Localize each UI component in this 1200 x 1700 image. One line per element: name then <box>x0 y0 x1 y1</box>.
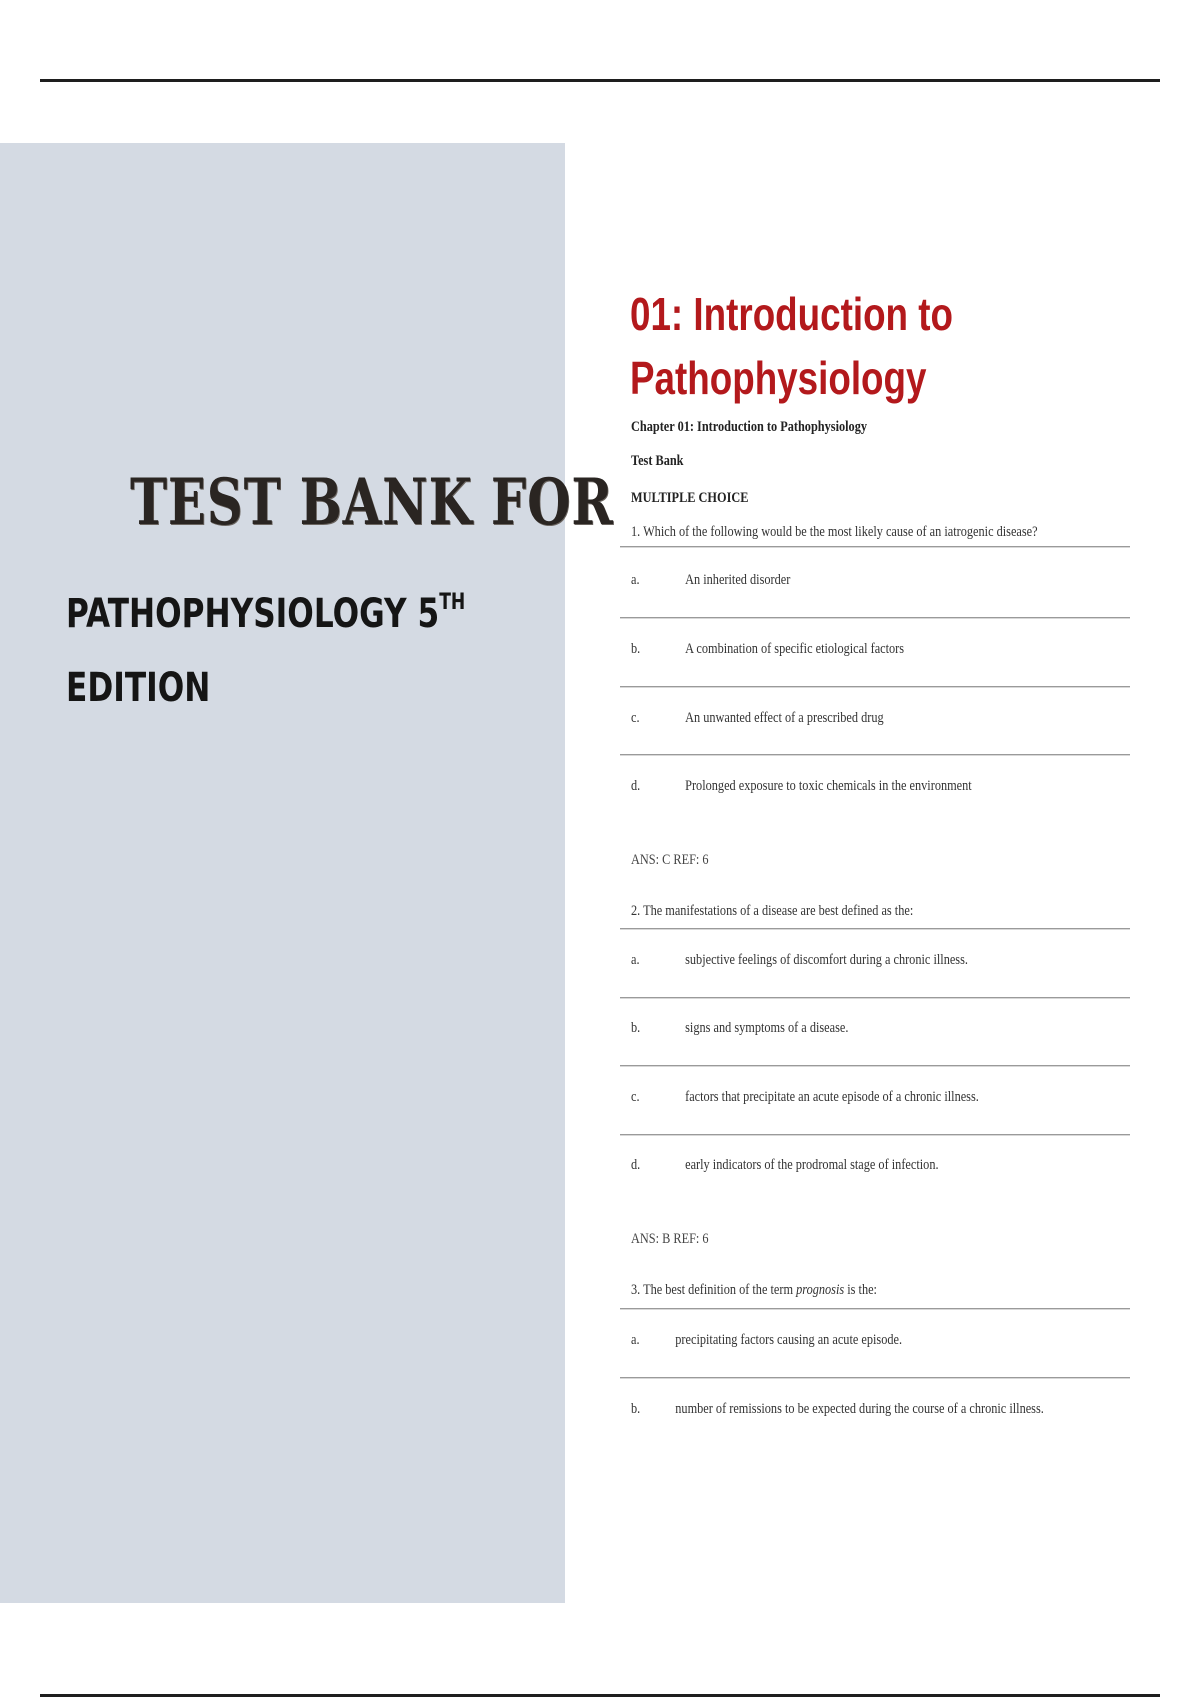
option-letter: c. <box>631 710 640 726</box>
question-2-option-c <box>631 1089 979 1106</box>
option-rule <box>620 1377 1130 1378</box>
question-1-answer: ANS: C REF: 6 <box>631 852 709 868</box>
option-text: factors that precipitate an acute episode of a chronic illness. <box>685 1089 979 1105</box>
option-text: Prolonged exposure to toxic chemicals in the environment <box>685 778 972 794</box>
option-text: A combination of specific etiological factors <box>685 641 905 657</box>
cover-subtitle-superscript: TH <box>439 590 466 615</box>
chapter-heading: 01: Introduction to Pathophysiology <box>630 288 953 404</box>
question-3-option-a <box>631 1332 902 1349</box>
cover-panel <box>0 143 565 1603</box>
question-2-option-b <box>631 1020 848 1037</box>
option-text: An inherited disorder <box>685 572 791 588</box>
option-text: precipitating factors causing an acute episode. <box>675 1332 903 1348</box>
option-text: number of remissions to be expected during the course of a chronic illness. <box>675 1401 1044 1417</box>
question-3-text <box>631 1282 877 1299</box>
bottom-rule <box>40 1694 1160 1697</box>
option-text: An unwanted effect of a prescribed drug <box>685 710 884 726</box>
cover-title: TEST BANK FOR <box>130 465 614 540</box>
option-letter: d. <box>631 1157 641 1173</box>
option-rule <box>620 754 1130 755</box>
question-3-text-after: is the: <box>844 1282 877 1298</box>
question-1-option-d <box>631 778 972 795</box>
option-letter: a. <box>631 1332 640 1348</box>
option-letter: b. <box>631 641 641 657</box>
question-3-rule <box>620 1308 1130 1309</box>
question-3-term: prognosis <box>796 1282 845 1298</box>
option-letter: c. <box>631 1089 640 1105</box>
option-rule <box>620 1065 1130 1066</box>
option-letter: a. <box>631 572 640 588</box>
question-1-text: 1. Which of the following would be the most likely cause of an iatrogenic disease? <box>631 524 1038 540</box>
question-2-text: 2. The manifestations of a disease are best defined as the: <box>631 903 914 919</box>
question-2-rule <box>620 928 1130 929</box>
option-text: signs and symptoms of a disease. <box>685 1020 849 1036</box>
question-2-option-d <box>631 1157 939 1174</box>
option-rule <box>620 686 1130 687</box>
chapter-line: Chapter 01: Introduction to Pathophysiology <box>631 419 868 435</box>
question-2-option-a <box>631 952 968 969</box>
option-text: subjective feelings of discomfort during a chronic illness. <box>685 952 968 968</box>
option-letter: b. <box>631 1020 641 1036</box>
option-letter: a. <box>631 952 640 968</box>
option-rule <box>620 617 1130 618</box>
option-text: early indicators of the prodromal stage of infection. <box>685 1157 939 1173</box>
question-1-rule <box>620 546 1130 547</box>
cover-edition: EDITION <box>66 665 211 711</box>
test-bank-label: Test Bank <box>631 453 684 469</box>
option-rule <box>620 997 1130 998</box>
question-2-answer: ANS: B REF: 6 <box>631 1231 709 1247</box>
cover-subtitle-text: PATHOPHYSIOLOGY 5 <box>66 591 440 637</box>
question-1-option-a <box>631 572 790 589</box>
question-3-option-b <box>631 1401 1044 1418</box>
cover-subtitle <box>66 590 466 637</box>
question-1-option-b <box>631 641 904 658</box>
top-rule <box>40 79 1160 82</box>
question-3-text-before: 3. The best definition of the term <box>631 1282 797 1298</box>
option-letter: b. <box>631 1401 641 1417</box>
option-letter: d. <box>631 778 641 794</box>
section-label: MULTIPLE CHOICE <box>631 490 749 506</box>
question-1-option-c <box>631 710 884 727</box>
option-rule <box>620 1134 1130 1135</box>
